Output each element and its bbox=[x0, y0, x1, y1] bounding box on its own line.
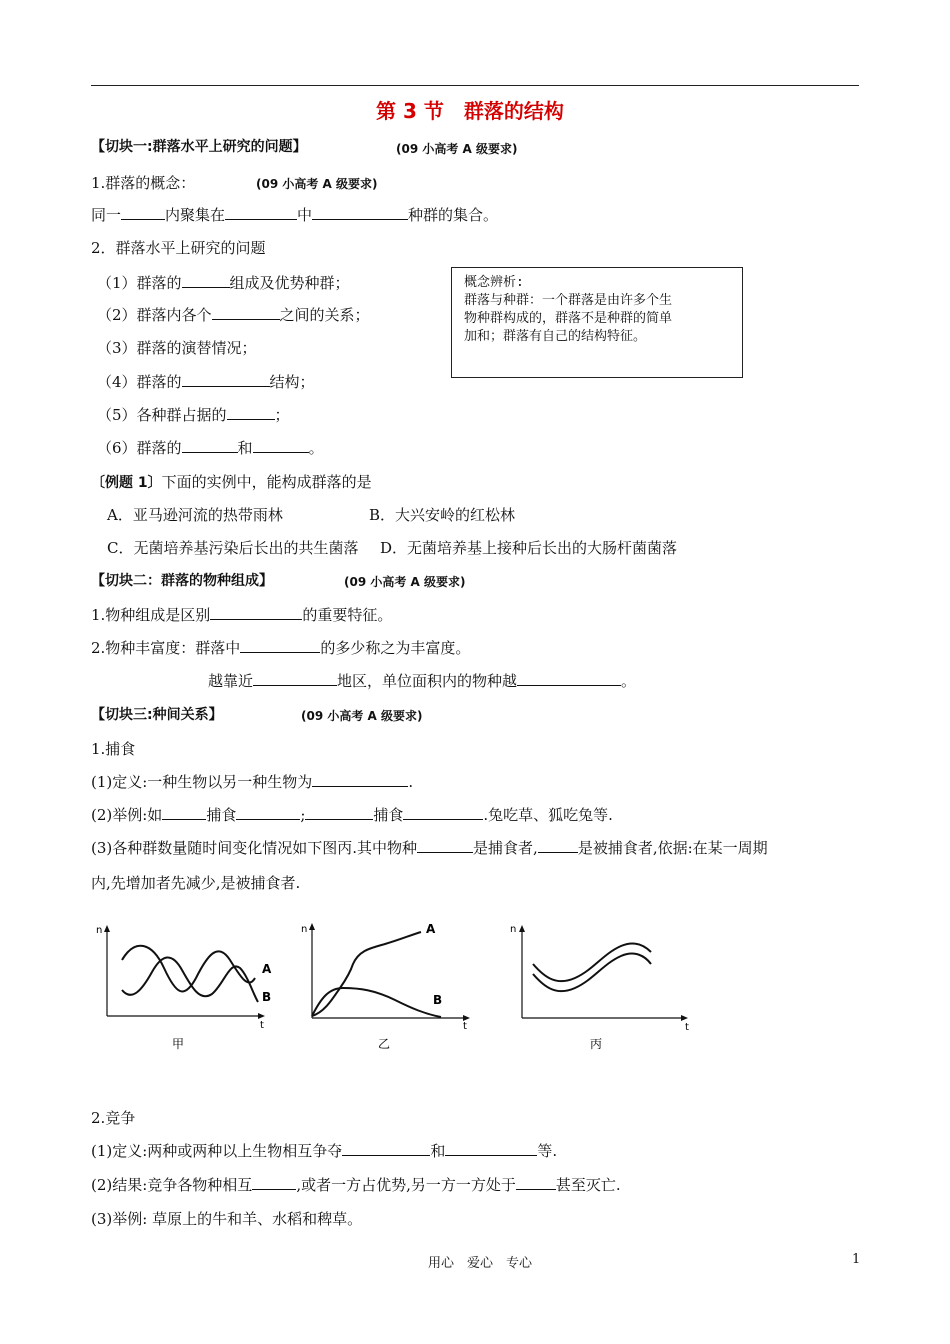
s2-line1 bbox=[91, 605, 392, 625]
competition-result bbox=[91, 1175, 621, 1195]
example-question bbox=[91, 472, 372, 493]
axis-x-label: t bbox=[260, 1020, 264, 1031]
option-b[interactable]: B．大兴安岭的红松林 bbox=[369, 506, 516, 524]
curve-b bbox=[122, 957, 258, 1002]
text: 甚至灭亡. bbox=[555, 1176, 621, 1194]
text: 的多少称之为丰富度。 bbox=[320, 639, 471, 657]
text: ; bbox=[300, 806, 306, 824]
s2-line3 bbox=[208, 671, 636, 691]
text: 。 bbox=[621, 672, 637, 690]
text: 2.物种丰富度：群落中 bbox=[91, 639, 241, 657]
label-a: A bbox=[426, 922, 436, 936]
blank[interactable] bbox=[517, 671, 621, 686]
item-text: （1）群落的 bbox=[97, 274, 182, 292]
note-line: 群落与种群：一个群落是由许多个生 bbox=[464, 293, 673, 308]
q1-text-a: 同一 bbox=[91, 206, 122, 224]
label-b: B bbox=[262, 990, 272, 1004]
graph-yi bbox=[295, 918, 485, 1058]
axis-y-label: n bbox=[510, 924, 517, 935]
text: (1)定义:两种或两种以上生物相互争夺 bbox=[91, 1142, 343, 1160]
text: . bbox=[408, 773, 414, 791]
blank[interactable] bbox=[342, 1141, 430, 1156]
label-b: B bbox=[433, 993, 443, 1007]
item-text: 组成及优势种群； bbox=[229, 274, 350, 292]
option-c[interactable]: C．无菌培养基污染后长出的共生菌落 bbox=[107, 539, 359, 557]
item-text: （6）群落的 bbox=[97, 439, 182, 457]
text: (3)各种群数量随时间变化情况如下图丙.其中物种 bbox=[91, 839, 418, 857]
item-text: （5）各种群占据的 bbox=[97, 406, 227, 424]
axis-x-label: t bbox=[463, 1021, 467, 1032]
predation-example bbox=[91, 805, 613, 825]
note-line: 加和；群落有自己的结构特征。 bbox=[464, 329, 647, 344]
caption-yi: 乙 bbox=[378, 1037, 391, 1051]
text: (2)举例:如 bbox=[91, 806, 163, 824]
caption-jia: 甲 bbox=[172, 1037, 185, 1051]
q1-title-text: 1.群落的概念： bbox=[91, 174, 196, 192]
section1-header bbox=[91, 137, 307, 157]
axis-y-label: n bbox=[96, 925, 103, 936]
competition-def bbox=[91, 1141, 557, 1161]
s2-line2 bbox=[91, 638, 470, 658]
curve-upper bbox=[533, 944, 651, 982]
blank[interactable] bbox=[210, 605, 302, 620]
blank[interactable] bbox=[445, 1141, 537, 1156]
option-a[interactable]: A．亚马逊河流的热带雨林 bbox=[107, 506, 283, 524]
q1-text-d: 种群的集合。 bbox=[408, 206, 499, 224]
section2-header: 【切块二：群落的物种组成】 bbox=[91, 573, 273, 589]
text: 越靠近 bbox=[208, 672, 254, 690]
blank[interactable] bbox=[121, 205, 165, 220]
text: 的重要特征。 bbox=[302, 606, 393, 624]
text: 捕食 bbox=[206, 806, 237, 824]
q1-text-c: 中 bbox=[297, 206, 313, 224]
example-label: 〔例题 1〕 bbox=[91, 475, 162, 491]
curve-lower bbox=[533, 954, 651, 992]
text: 等. bbox=[537, 1142, 558, 1160]
curve-a bbox=[122, 946, 255, 992]
blank[interactable] bbox=[403, 805, 483, 820]
page-number: 1 bbox=[852, 1252, 861, 1267]
axis-x-label: t bbox=[685, 1022, 689, 1033]
text: ,或者一方占优势,另一方一方处于 bbox=[296, 1176, 516, 1194]
q1-line bbox=[91, 205, 498, 225]
item-text: 。 bbox=[308, 439, 324, 457]
curve-b bbox=[312, 988, 441, 1017]
item-text: 和 bbox=[237, 439, 253, 457]
q2-item-3: （3）群落的演替情况； bbox=[97, 339, 257, 357]
label-a: A bbox=[262, 962, 272, 976]
competition-example: (3)举例: 草原上的牛和羊、水稻和稗草。 bbox=[91, 1210, 363, 1228]
text: 捕食 bbox=[373, 806, 404, 824]
item-text: （4）群落的 bbox=[97, 373, 182, 391]
blank[interactable] bbox=[253, 438, 309, 453]
blank[interactable] bbox=[236, 805, 300, 820]
note-line: 概念辨析: bbox=[464, 275, 524, 290]
text: .兔吃草、狐吃兔等. bbox=[483, 806, 613, 824]
q2-item-2 bbox=[97, 305, 370, 325]
concept-note-box bbox=[451, 267, 743, 378]
blank[interactable] bbox=[252, 1175, 296, 1190]
blank[interactable] bbox=[182, 372, 270, 387]
q2-item-5 bbox=[97, 405, 290, 425]
blank[interactable] bbox=[182, 273, 230, 288]
blank[interactable] bbox=[225, 205, 297, 220]
example-text: 下面的实例中，能构成群落的是 bbox=[161, 473, 372, 491]
blank[interactable] bbox=[162, 805, 206, 820]
text: 是捕食者, bbox=[473, 839, 538, 857]
section3-header: 【切块三:种间关系】 bbox=[91, 707, 223, 723]
predation-title: 1.捕食 bbox=[91, 740, 136, 758]
q2-item-1 bbox=[97, 273, 350, 293]
graph-jia bbox=[90, 920, 280, 1060]
section1-req: (09 小高考 A 级要求) bbox=[396, 142, 518, 156]
blank[interactable] bbox=[305, 805, 373, 820]
item-text: ； bbox=[274, 406, 290, 424]
blank[interactable] bbox=[312, 772, 408, 787]
predation-graph-desc bbox=[91, 838, 768, 858]
q1-req: (09 小高考 A 级要求) bbox=[256, 177, 378, 191]
blank[interactable] bbox=[240, 638, 320, 653]
footer-text: 用心 爱心 专心 bbox=[428, 1256, 533, 1271]
section3-req: (09 小高考 A 级要求) bbox=[301, 709, 423, 723]
blank[interactable] bbox=[253, 671, 337, 686]
item-text: 结构； bbox=[269, 373, 315, 391]
blank[interactable] bbox=[182, 438, 238, 453]
blank[interactable] bbox=[227, 405, 275, 420]
note-line: 物种群构成的，群落不是种群的简单 bbox=[464, 311, 673, 326]
predation-graph-desc-2: 内,先增加者先减少,是被捕食者. bbox=[91, 874, 301, 892]
predation-def bbox=[91, 772, 413, 792]
item-text: （2）群落内各个 bbox=[97, 306, 212, 324]
caption-bing: 丙 bbox=[590, 1037, 603, 1051]
blank[interactable] bbox=[538, 838, 578, 853]
q1-title bbox=[91, 173, 195, 193]
text: 地区，单位面积内的物种越 bbox=[337, 672, 518, 690]
graph-bing bbox=[505, 920, 700, 1060]
q2-title: 2．群落水平上研究的问题 bbox=[91, 239, 266, 257]
text: 1.物种组成是区别 bbox=[91, 606, 211, 624]
top-rule bbox=[91, 85, 859, 86]
page-title: 第 3 节 群落的结构 bbox=[376, 99, 564, 123]
blank[interactable] bbox=[417, 838, 473, 853]
q1-text-b: 内聚集在 bbox=[165, 206, 226, 224]
section2-req: (09 小高考 A 级要求) bbox=[344, 575, 466, 589]
q2-item-6 bbox=[97, 438, 324, 458]
axis-y-label: n bbox=[301, 924, 308, 935]
blank[interactable] bbox=[516, 1175, 556, 1190]
curve-a bbox=[312, 932, 421, 1016]
text: (1)定义:一种生物以另一种生物为 bbox=[91, 773, 313, 791]
option-d[interactable]: D．无菌培养基上接种后长出的大肠杆菌菌落 bbox=[380, 539, 678, 557]
text: 是被捕食者,依据:在某一周期 bbox=[577, 839, 768, 857]
item-text: 之间的关系； bbox=[279, 306, 370, 324]
text: (2)结果:竞争各物种相互 bbox=[91, 1176, 253, 1194]
text: 和 bbox=[430, 1142, 446, 1160]
competition-title: 2.竞争 bbox=[91, 1109, 136, 1127]
section1-header-text: 【切块一:群落水平上研究的问题】 bbox=[91, 139, 307, 155]
blank[interactable] bbox=[312, 205, 408, 220]
q2-item-4 bbox=[97, 372, 315, 392]
blank[interactable] bbox=[212, 305, 280, 320]
